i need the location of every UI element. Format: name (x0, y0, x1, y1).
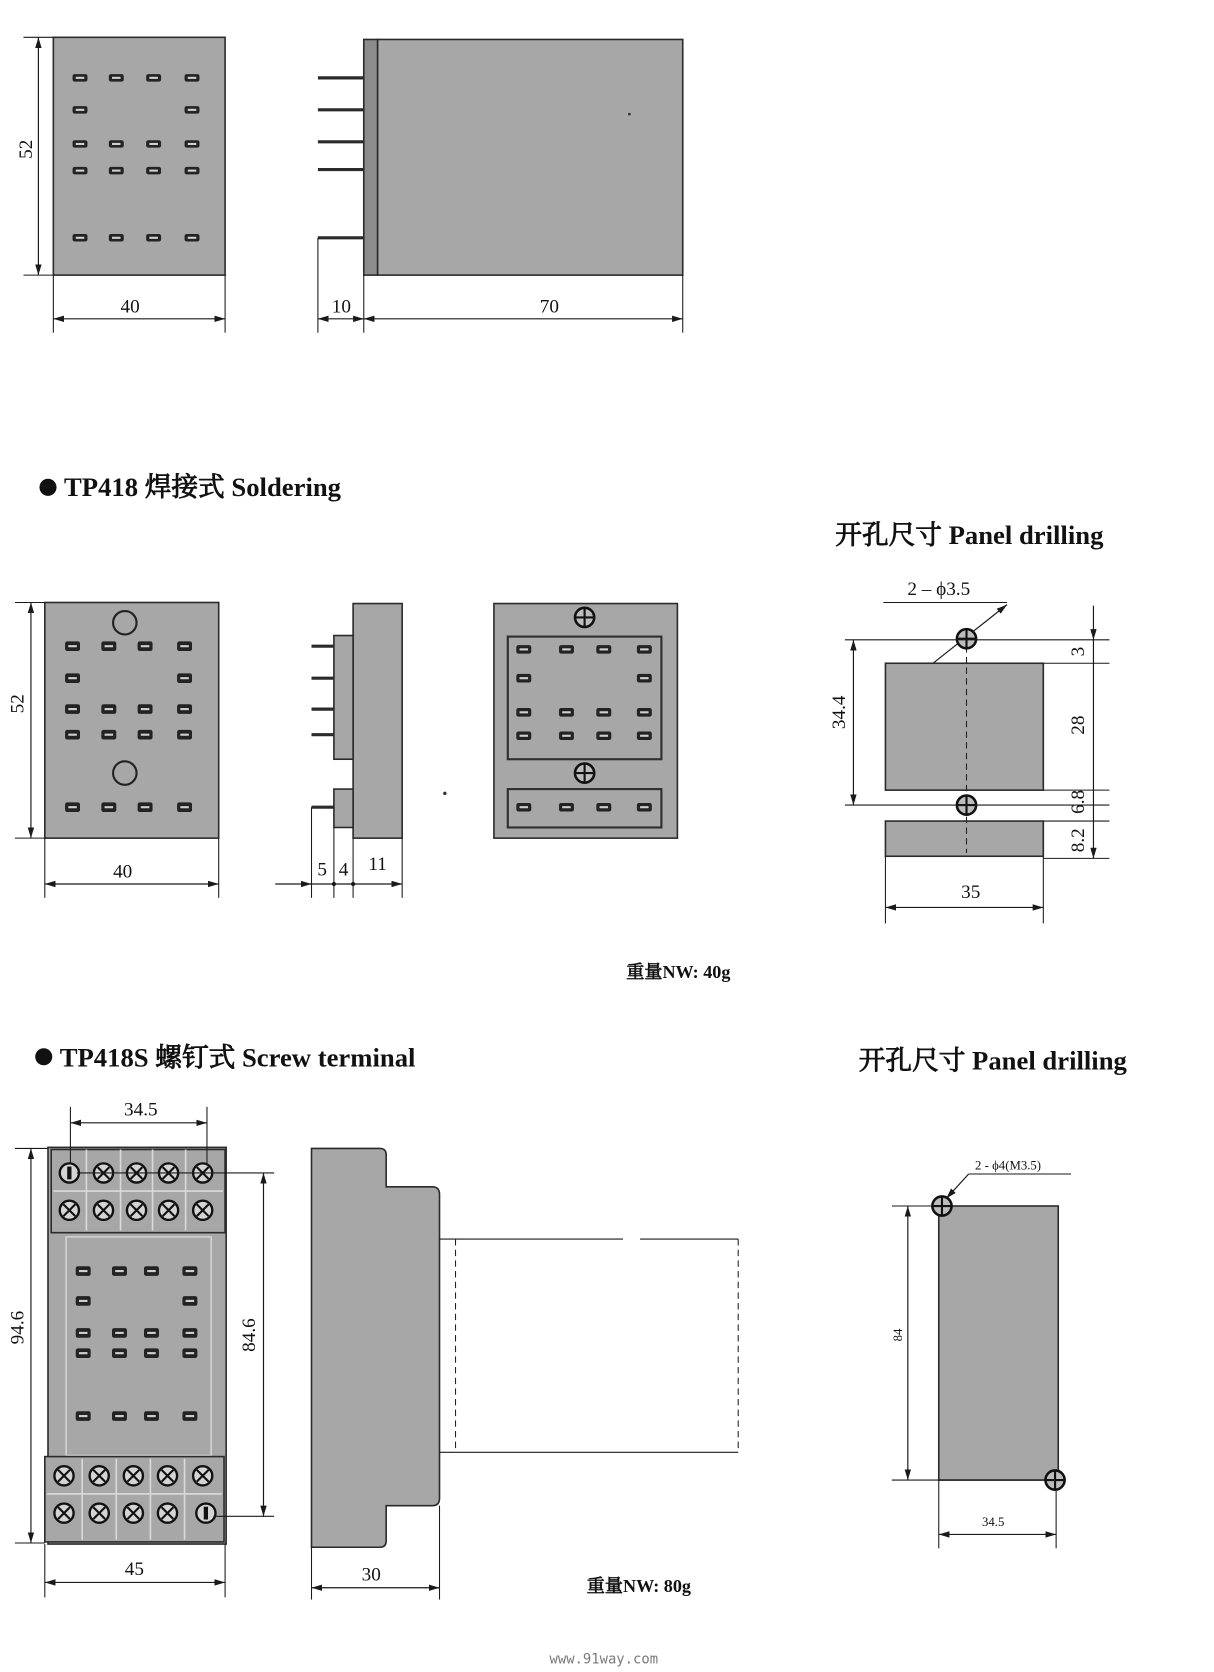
pin-slot-opening (562, 735, 571, 737)
pin-slot-opening (600, 735, 609, 737)
pin-slot-opening (180, 677, 189, 679)
crosshair-hole-icon (932, 1196, 951, 1215)
pin-slot (138, 730, 153, 740)
socket-side-boss (334, 636, 353, 760)
panel2-width-dimension (939, 1480, 1056, 1548)
pin-slot-opening (149, 143, 158, 145)
pin-slot (185, 234, 200, 241)
pin-slot-opening (147, 1270, 156, 1272)
relay-height-dimension (16, 37, 53, 275)
pin-slot (73, 234, 88, 241)
terminal-screw-icon (193, 1201, 212, 1220)
pin-slot-opening (115, 1332, 124, 1334)
mounting-slot-bar (204, 1507, 208, 1520)
pin-slot (112, 1328, 127, 1338)
pin-slot (73, 74, 88, 81)
pin-slot-opening (115, 1352, 124, 1354)
body-depth-label: 11 (368, 854, 387, 876)
panel2-height-label: 84 (891, 1328, 906, 1342)
pin-slot (112, 1266, 127, 1276)
bullet-icon (39, 479, 56, 496)
panel-width-dimension (885, 856, 1043, 923)
relay-cover (378, 39, 683, 275)
panel-cutout-lower (885, 821, 1043, 856)
pin-slot (596, 732, 611, 741)
pin-slot (182, 1266, 197, 1276)
pin-slot-opening (68, 645, 77, 647)
dimension-dot (351, 882, 355, 886)
pin-slot (146, 167, 161, 174)
relay-pin-length-label: 10 (331, 296, 351, 318)
pin-slot (185, 74, 200, 81)
top-offset-label: 3 (1068, 646, 1090, 657)
pin-slot (559, 803, 574, 812)
pin-slot (76, 1266, 91, 1276)
pin-slot-opening (640, 806, 649, 808)
pin-slot (182, 1296, 197, 1306)
pin-slot (144, 1348, 159, 1358)
pin-slot (182, 1348, 197, 1358)
pin-slot (637, 645, 652, 654)
pin-slot-opening (68, 734, 77, 736)
pin-slot (73, 106, 88, 113)
pin-slot (144, 1266, 159, 1276)
pin-slot (138, 704, 153, 714)
soldering-front-view (8, 602, 219, 897)
terminal-screw-icon (54, 1504, 73, 1523)
pin-slot-opening (112, 143, 121, 145)
pin-slot-opening (76, 77, 85, 79)
pin-slot (144, 1411, 159, 1421)
mounting-slot-bar (67, 1167, 71, 1180)
pin-slot-opening (186, 1415, 195, 1417)
screw-terminal-title: TP418S 螺钉式 Screw terminal (59, 1042, 416, 1073)
weight-label: 重量NW: 80g (586, 1576, 691, 1597)
pin-slot (637, 708, 652, 717)
pin-slot (76, 1296, 91, 1306)
screw-side-view (312, 1148, 739, 1599)
pin-slot (596, 803, 611, 812)
pin-slot (177, 641, 192, 651)
gap-label: 6.8 (1068, 789, 1090, 814)
pin-slot-opening (149, 77, 158, 79)
relay-front-view (16, 37, 225, 332)
pin-slot-opening (79, 1300, 88, 1302)
soldering-heading (39, 472, 341, 502)
socket-side-body (353, 604, 402, 839)
speck (443, 792, 446, 795)
boss-depth-label: 4 (338, 859, 349, 881)
screw-height-label: 94.6 (7, 1310, 29, 1345)
pin-slot-opening (562, 711, 571, 713)
screw-socket-side-body (312, 1148, 440, 1547)
pin-slot-opening (76, 143, 85, 145)
crosshair-hole-icon (1045, 1470, 1064, 1489)
pin-slot-opening (562, 806, 571, 808)
pin-slot-opening (520, 677, 529, 679)
pin-slot-opening (640, 648, 649, 650)
pin-slot-opening (640, 735, 649, 737)
pin-slot-opening (115, 1415, 124, 1417)
terminal-screw-icon (90, 1466, 109, 1485)
pin-slot-opening (76, 237, 85, 239)
watermark: www.91way.com (549, 1651, 659, 1668)
pin-slot-opening (149, 237, 158, 239)
leader-line (946, 1174, 968, 1199)
pin-slot (112, 1348, 127, 1358)
pin-slot (101, 802, 116, 812)
cutout-height-label: 28 (1068, 715, 1090, 735)
bullet-icon (35, 1048, 52, 1065)
mounting-slot-icon (60, 1163, 79, 1182)
terminal-screw-icon (193, 1466, 212, 1485)
pin-slot-opening (79, 1415, 88, 1417)
pin-slot (177, 704, 192, 714)
pin-slot-opening (180, 806, 189, 808)
hole-note: 2 – ϕ3.5 (907, 579, 971, 601)
pin-slot (65, 730, 80, 740)
pin-slot-opening (600, 711, 609, 713)
pin-slot-opening (147, 1415, 156, 1417)
pin-slot-opening (141, 734, 150, 736)
pin-slot-opening (640, 677, 649, 679)
pin-slot-opening (105, 806, 114, 808)
terminal-screw-icon (94, 1201, 113, 1220)
relay-width-label: 40 (120, 296, 140, 318)
pin-slot-opening (105, 734, 114, 736)
socket-side-boss (334, 789, 353, 827)
pin-slot (559, 732, 574, 741)
screw-width-dimension (45, 1544, 225, 1597)
relay-base-plate (364, 39, 378, 275)
pin-slot (182, 1411, 197, 1421)
pin-slot-opening (149, 170, 158, 172)
terminal-screw-icon (60, 1201, 79, 1220)
pin-slot-opening (186, 1352, 195, 1354)
panel-drilling-soldering (829, 579, 1109, 923)
pin-slot-opening (600, 648, 609, 650)
pin-slot (185, 140, 200, 147)
pin-slot-opening (79, 1332, 88, 1334)
pin-slot-opening (186, 1332, 195, 1334)
pin-slot-opening (112, 237, 121, 239)
pin-slot (109, 234, 124, 241)
crosshair-hole-icon (575, 763, 594, 782)
pin-slot-opening (188, 143, 197, 145)
terminal-screw-icon (159, 1201, 178, 1220)
pin-slot (516, 674, 531, 683)
pin-slot-opening (600, 806, 609, 808)
pin-slot (65, 704, 80, 714)
pin-slot-opening (180, 708, 189, 710)
pin-slot (146, 140, 161, 147)
screw-side-depth-label: 30 (361, 1564, 381, 1586)
hole-spacing-label: 84.6 (239, 1318, 261, 1352)
pin-slot-opening (112, 77, 121, 79)
terminal-screw-icon (124, 1504, 143, 1523)
pin-slot (144, 1328, 159, 1338)
pin-slot-opening (188, 170, 197, 172)
pin-slot (101, 730, 116, 740)
pin-slot-opening (76, 170, 85, 172)
lower-height-label: 8.2 (1068, 828, 1090, 853)
pin-slot-opening (68, 677, 77, 679)
terminal-screw-icon (158, 1466, 177, 1485)
pin-slot-opening (105, 708, 114, 710)
pin-slot (637, 803, 652, 812)
pin-slot-opening (186, 1270, 195, 1272)
pin-slot-opening (640, 711, 649, 713)
pin-slot (516, 645, 531, 654)
soldering-title: TP418 焊接式 Soldering (64, 471, 342, 502)
pin-slot (182, 1328, 197, 1338)
pin-slot (65, 802, 80, 812)
pin-slot (76, 1411, 91, 1421)
pin-slot-opening (105, 645, 114, 647)
pin-slot-opening (188, 77, 197, 79)
pin-slot (146, 74, 161, 81)
hole-spacing-label: 34.4 (829, 695, 851, 730)
panel-cutout-upper (885, 663, 1043, 790)
pin-slot (516, 732, 531, 741)
pin-slot-opening (115, 1270, 124, 1272)
dimension-dot (332, 882, 336, 886)
pin-slot (73, 140, 88, 147)
pin-slot-opening (79, 1352, 88, 1354)
panel-drilling-screw (891, 1159, 1071, 1549)
screw-width-label: 45 (124, 1558, 145, 1580)
pin-slot (76, 1328, 91, 1338)
socket-width-label: 40 (113, 861, 133, 883)
pin-slot-opening (520, 648, 529, 650)
pin-slot-opening (188, 237, 197, 239)
pin-slot (146, 234, 161, 241)
socket-height-label: 52 (7, 694, 29, 714)
panel-cutout (939, 1206, 1058, 1480)
pin-slot-opening (147, 1352, 156, 1354)
hole-note: 2 - ϕ4(M3.5) (975, 1158, 1042, 1173)
pin-slot-opening (520, 711, 529, 713)
pin-slot (109, 140, 124, 147)
crosshair-hole-icon (575, 608, 594, 627)
pin-slot (637, 732, 652, 741)
panel-width-label: 35 (961, 881, 981, 903)
pin-slot (177, 673, 192, 683)
pin-slot-opening (76, 109, 85, 111)
pin-slot-opening (147, 1332, 156, 1334)
terminal-screw-icon (127, 1201, 146, 1220)
pin-slot (76, 1348, 91, 1358)
relay-height-label: 52 (16, 139, 38, 159)
pin-slot (101, 704, 116, 714)
pin-slot (559, 645, 574, 654)
pin-length-label: 5 (317, 859, 327, 881)
pin-slot (109, 167, 124, 174)
pin-slot (65, 641, 80, 651)
soldering-rear-view (494, 604, 677, 839)
socket-width-dimension (45, 838, 219, 898)
pin-slot-opening (141, 806, 150, 808)
pin-slot (559, 708, 574, 717)
pin-slot-opening (562, 648, 571, 650)
pin-slot-opening (188, 109, 197, 111)
pin-slot-opening (180, 645, 189, 647)
panel2-width-label: 34.5 (981, 1514, 1005, 1529)
pin-slot (637, 674, 652, 683)
weight-label: 重量NW: 40g (626, 961, 731, 982)
pin-slot-opening (520, 735, 529, 737)
screw-terminal-heading (35, 1042, 415, 1072)
pin-slot-opening (79, 1270, 88, 1272)
pin-slot (596, 708, 611, 717)
terminal-screw-icon (54, 1466, 73, 1485)
pin-slot (185, 106, 200, 113)
pin-slot (177, 730, 192, 740)
pin-slot-opening (180, 734, 189, 736)
terminal-screw-icon (124, 1466, 143, 1485)
top-span-label: 34.5 (124, 1099, 158, 1121)
terminal-screw-icon (90, 1504, 109, 1523)
pin-slot (73, 167, 88, 174)
screw-height-dimension (8, 1148, 48, 1543)
pin-slot (185, 167, 200, 174)
pin-slot-opening (141, 645, 150, 647)
pin-slot (596, 645, 611, 654)
pin-slot (109, 74, 124, 81)
pin-slot-opening (141, 708, 150, 710)
pin-slot (112, 1411, 127, 1421)
panel-drilling-title: 开孔尺寸 Panel drilling (835, 519, 1104, 550)
pin-slot-opening (68, 806, 77, 808)
pin-slot-opening (112, 170, 121, 172)
pin-slot-opening (520, 806, 529, 808)
speck (628, 113, 631, 116)
pin-slot (177, 802, 192, 812)
relay-width-dimension (53, 275, 225, 333)
panel-drilling-title: 开孔尺寸 Panel drilling (858, 1045, 1127, 1076)
socket-height-dimension (8, 602, 45, 838)
relay-depth-label: 70 (539, 296, 559, 318)
pin-slot-opening (186, 1300, 195, 1302)
relay-side-view (318, 39, 683, 332)
pin-slot (516, 708, 531, 717)
pin-slot (138, 802, 153, 812)
pin-slot-opening (68, 708, 77, 710)
pin-slot (101, 641, 116, 651)
pin-slot (65, 673, 80, 683)
mounting-slot-icon (196, 1504, 215, 1523)
pin-slot (138, 641, 153, 651)
pin-slot (516, 803, 531, 812)
terminal-screw-icon (158, 1504, 177, 1523)
crosshair-hole-icon (957, 629, 976, 648)
soldering-side-view (275, 604, 446, 898)
screw-front-view (8, 1099, 275, 1597)
